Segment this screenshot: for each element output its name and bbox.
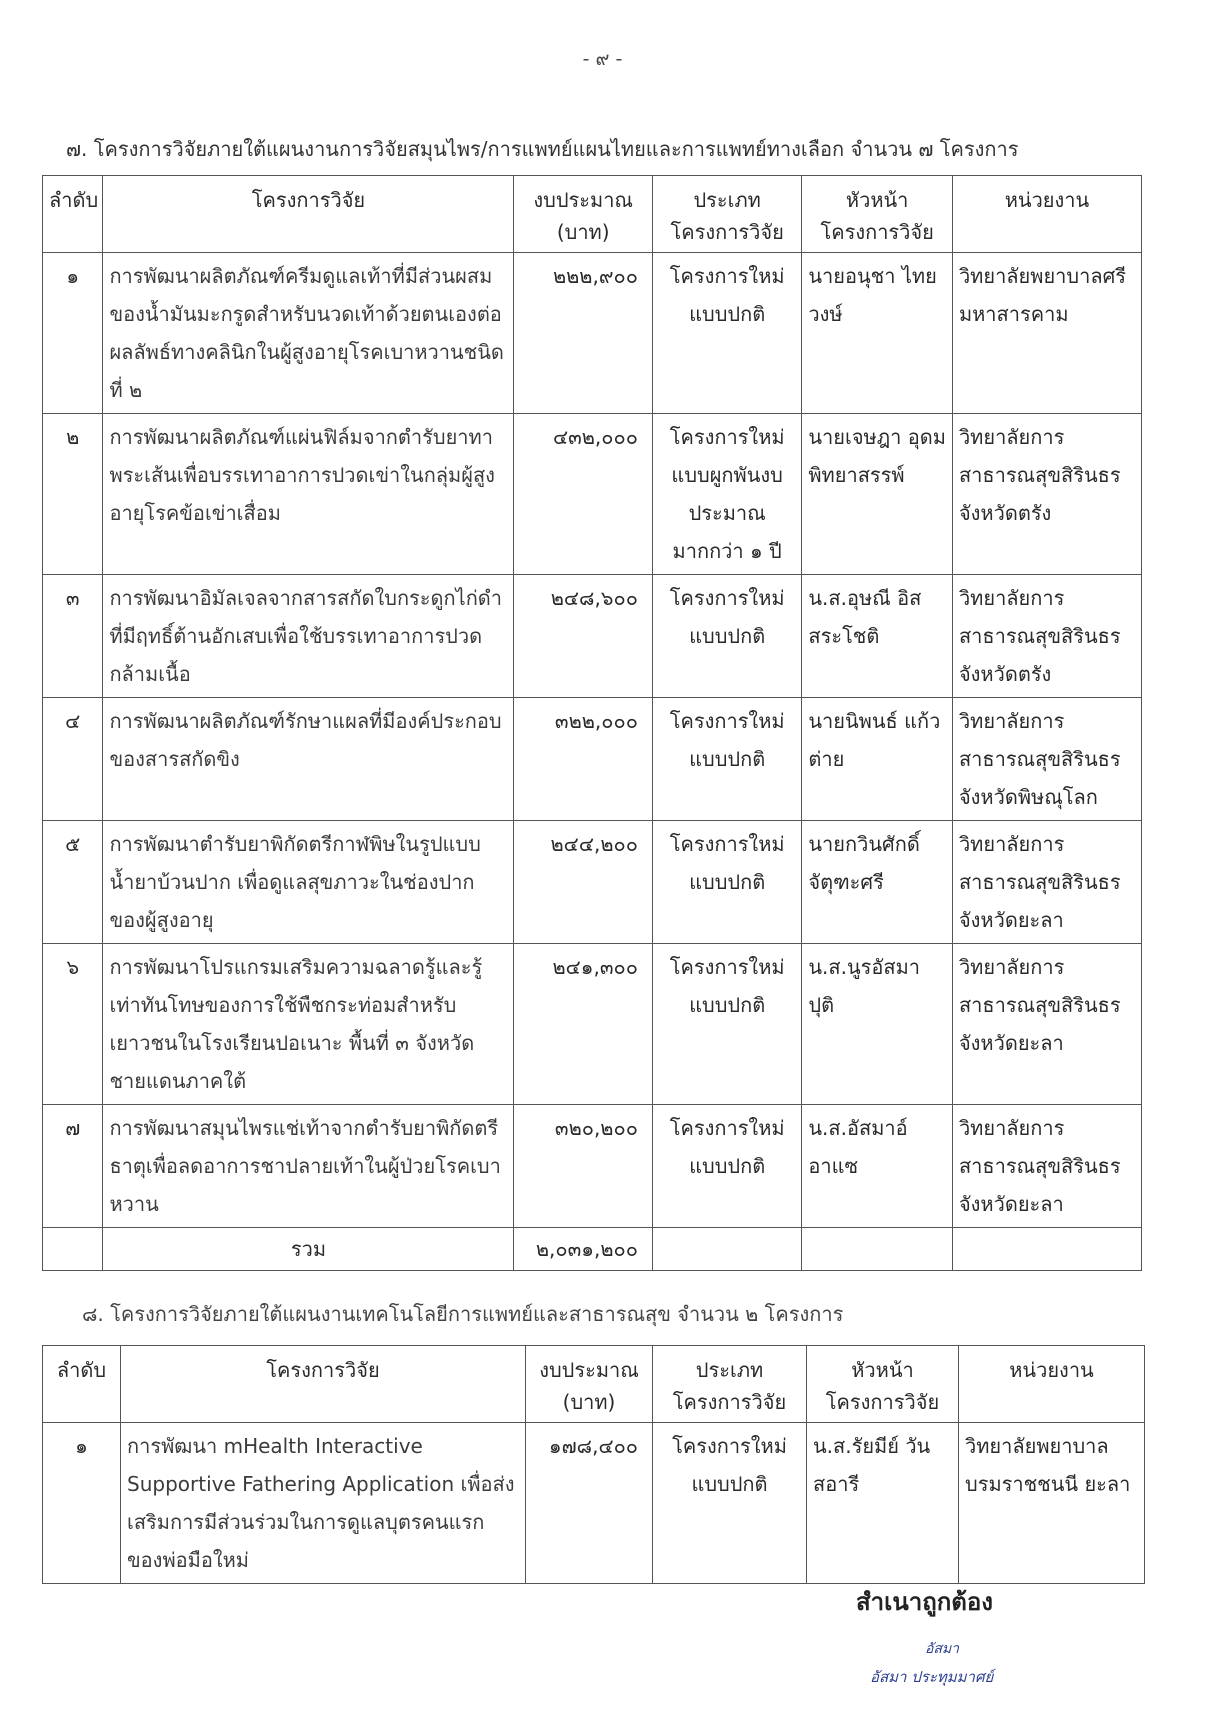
header-budget-line2: (บาท) [556, 220, 610, 244]
row-unit: วิทยาลัยการสาธารณสุขสิรินธร จังหวัดตรัง [952, 575, 1141, 698]
page-number: - ๙ - [582, 48, 623, 70]
header-unit: หน่วยงาน [952, 176, 1141, 253]
row-no: ๔ [43, 698, 103, 821]
table-header-row [43, 1346, 1145, 1423]
row-lead: นายกวินศักดิ์ จัตุฑะศรี [802, 821, 953, 944]
row-type: โครงการใหม่ แบบปกติ [652, 698, 801, 821]
row-project: การพัฒนาโปรแกรมเสริมความฉลาดรู้และรู้เท่าทันโทษของการใช้พืชกระท่อมสำหรับเยาวชนในโรงเรียนปอเนาะ พื้นที่ ๓ จังหวัดชายแดนภาคใต้ [103, 944, 514, 1105]
row-lead: น.ส.นูรอัสมา ปุติ [802, 944, 953, 1105]
header-type [653, 1346, 807, 1423]
row-project: การพัฒนาอิมัลเจลจากสารสกัดใบกระดูกไก่ดำ ที่มีฤทธิ์ต้านอักเสบเพื่อใช้บรรเทาอาการปวดกล้ามเนื้อ [103, 575, 514, 698]
row-unit: วิทยาลัยพยาบาลศรีมหาสารคาม [952, 253, 1141, 414]
row-type: โครงการใหม่ แบบปกติ [652, 821, 801, 944]
header-budget-line1: งบประมาณ [533, 188, 633, 212]
table-row [43, 944, 1142, 1105]
header-type-line2: โครงการวิจัย [672, 1390, 787, 1414]
section-7-heading: ๗. โครงการวิจัยภายใต้แผนงานการวิจัยสมุนไพร/การแพทย์แผนไทยและการแพทย์ทางเลือก จำนวน ๗ โครงการ [66, 137, 1019, 161]
row-lead: นายนิพนธ์ แก้วต่าย [802, 698, 953, 821]
row-project: การพัฒนาผลิตภัณฑ์รักษาแผลที่มีองค์ประกอบของสารสกัดขิง [103, 698, 514, 821]
row-type: โครงการใหม่ แบบปกติ [653, 1423, 807, 1584]
row-budget: ๓๒๒,๐๐๐ [514, 698, 652, 821]
row-unit: วิทยาลัยการสาธารณสุขสิรินธร จังหวัดยะลา [952, 1105, 1141, 1228]
row-budget: ๔๓๒,๐๐๐ [514, 414, 652, 575]
header-project: โครงการวิจัย [103, 176, 514, 253]
section-8-table [42, 1345, 1145, 1584]
header-lead [802, 176, 953, 253]
row-project: การพัฒนาผลิตภัณฑ์แผ่นฟิล์มจากตำรับยาทาพระเส้นเพื่อบรรเทาอาการปวดเข่าในกลุ่มผู้สูงอายุโรคข้อเข่าเสื่อม [103, 414, 514, 575]
row-type: โครงการใหม่ แบบปกติ [652, 575, 801, 698]
row-no: ๖ [43, 944, 103, 1105]
header-type [652, 176, 801, 253]
row-no: ๗ [43, 1105, 103, 1228]
table-row [43, 253, 1142, 414]
row-unit: วิทยาลัยการสาธารณสุขสิรินธร จังหวัดพิษณุโลก [952, 698, 1141, 821]
header-type-line1: ประเภท [695, 1358, 764, 1382]
total-value: ๒,๐๓๑,๒๐๐ [514, 1228, 652, 1271]
header-project: โครงการวิจัย [121, 1346, 526, 1423]
row-unit: วิทยาลัยพยาบาลบรมราชชนนี ยะลา [959, 1423, 1145, 1584]
header-type-line1: ประเภท [693, 188, 761, 212]
section-8-heading: ๘. โครงการวิจัยภายใต้แผนงานเทคโนโลยีการแพทย์และสาธารณสุข จำนวน ๒ โครงการ [82, 1302, 844, 1326]
row-type: โครงการใหม่ แบบปกติ [652, 1105, 801, 1228]
row-type: โครงการใหม่ แบบปกติ [652, 253, 801, 414]
header-lead-line2: โครงการวิจัย [825, 1390, 940, 1414]
header-type-line2: โครงการวิจัย [670, 220, 784, 244]
table-row [43, 698, 1142, 821]
total-empty-unit [952, 1228, 1141, 1271]
row-budget: ๓๒๐,๒๐๐ [514, 1105, 652, 1228]
row-no: ๓ [43, 575, 103, 698]
total-row [43, 1228, 1142, 1271]
row-unit: วิทยาลัยการสาธารณสุขสิรินธร จังหวัดยะลา [952, 821, 1141, 944]
header-budget [526, 1346, 653, 1423]
row-unit: วิทยาลัยการสาธารณสุขสิรินธร จังหวัดยะลา [952, 944, 1141, 1105]
row-project: การพัฒนา mHealth Interactive Supportive Fathering Application เพื่อส่งเสริมการมีส่วนร่วมในการดูแลบุตรคนแรกของพ่อมือใหม่ [121, 1423, 526, 1584]
header-no: ลำดับ [43, 1346, 121, 1423]
row-project: การพัฒนาตำรับยาพิกัดตรีกาฬพิษในรูปแบบน้ำยาบ้วนปาก เพื่อดูแลสุขภาวะในช่องปากของผู้สูงอายุ [103, 821, 514, 944]
row-no: ๒ [43, 414, 103, 575]
header-budget [514, 176, 652, 253]
certified-copy-label: สำเนาถูกต้อง [856, 1588, 993, 1616]
row-budget: ๒๔๔,๒๐๐ [514, 821, 652, 944]
section-7-table [42, 175, 1142, 1271]
header-lead-line1: หัวหน้า [845, 188, 909, 212]
row-lead: น.ส.อัสมาอ์ อาแซ [802, 1105, 953, 1228]
total-empty-type [652, 1228, 801, 1271]
total-label: รวม [103, 1228, 514, 1271]
table-row [43, 1105, 1142, 1228]
table-row [43, 575, 1142, 698]
row-lead: น.ส.รัยมีย์ วันสอารี [807, 1423, 959, 1584]
row-lead: น.ส.อุษณี อิสสระโชติ [802, 575, 953, 698]
total-no-empty [43, 1228, 103, 1271]
header-no: ลำดับ [43, 176, 103, 253]
table-row [43, 821, 1142, 944]
table-row [43, 414, 1142, 575]
row-project: การพัฒนาผลิตภัณฑ์ครีมดูแลเท้าที่มีส่วนผสมของน้ำมันมะกรูดสำหรับนวดเท้าด้วยตนเองต่อผลลัพธ์ทางคลินิกในผู้สูงอายุโรคเบาหวานชนิดที่ ๒ [103, 253, 514, 414]
header-lead [807, 1346, 959, 1423]
total-empty-lead [802, 1228, 953, 1271]
row-budget: ๒๔๑,๓๐๐ [514, 944, 652, 1105]
row-lead: นายอนุชา ไทยวงษ์ [802, 253, 953, 414]
row-budget: ๑๗๘,๔๐๐ [526, 1423, 653, 1584]
row-type: โครงการใหม่ แบบปกติ [652, 944, 801, 1105]
row-no: ๑ [43, 1423, 121, 1584]
table-header-row [43, 176, 1142, 253]
row-no: ๑ [43, 253, 103, 414]
row-no: ๕ [43, 821, 103, 944]
header-budget-line1: งบประมาณ [539, 1358, 639, 1382]
row-unit: วิทยาลัยการสาธารณสุขสิรินธร จังหวัดตรัง [952, 414, 1141, 575]
header-lead-line1: หัวหน้า [851, 1358, 914, 1382]
signer-name: อัสมา ประทุมมาศย์ [870, 1668, 994, 1686]
row-type: โครงการใหม่ แบบผูกพันงบประมาณมากกว่า ๑ ปี [652, 414, 801, 575]
row-budget: ๒๒๒,๙๐๐ [514, 253, 652, 414]
table-row [43, 1423, 1145, 1584]
header-unit: หน่วยงาน [959, 1346, 1145, 1423]
row-budget: ๒๔๘,๖๐๐ [514, 575, 652, 698]
header-budget-line2: (บาท) [562, 1390, 616, 1414]
handwritten-signature: อัสมา [925, 1641, 960, 1657]
row-project: การพัฒนาสมุนไพรแช่เท้าจากตำรับยาพิกัดตรีธาตุเพื่อลดอาการชาปลายเท้าในผู้ป่วยโรคเบาหวาน [103, 1105, 514, 1228]
row-lead: นายเจษฎา อุดมพิทยาสรรพ์ [802, 414, 953, 575]
header-lead-line2: โครงการวิจัย [820, 220, 934, 244]
